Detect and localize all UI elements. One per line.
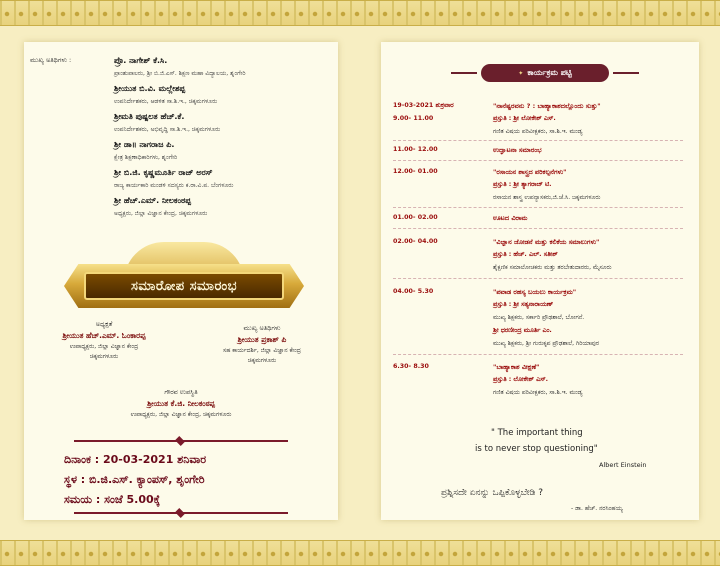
- session-time: 6.30- 8.30: [393, 363, 429, 370]
- program-header: [481, 64, 609, 82]
- session-presenter: ಪ್ರಸ್ತುತಿ : ಶ್ರೀ ತ್ಯಾಗರಾಜ್ ಟಿ.: [493, 181, 552, 188]
- date-line: ದಿನಾಂಕ : 20-03-2021 ಶನಿವಾರ: [64, 453, 207, 466]
- session-presenter: ಪ್ರಸ್ತುತಿ : ಶ್ರೀ ಸತ್ಯನಾರಾಯಣ್: [493, 301, 554, 308]
- top-divider: [64, 438, 298, 444]
- row-separator: [393, 207, 683, 208]
- left-panel: [24, 42, 338, 520]
- session-time: 9.00- 11.00: [393, 115, 434, 122]
- guest-name: ಶ್ರೀ ಬಿ.ಜಿ. ಕೃಷ್ಣಮೂರ್ತಿ ರಾಜ್ ಅರಸ್: [114, 168, 213, 177]
- program-header-text: ಕಾರ್ಯಕ್ರಮ ಪಟ್ಟಿ: [527, 68, 572, 77]
- guest-name: ಶ್ರೀಯುತ ಬಿ.ವಿ. ಮಲ್ಲೇಶಪ್ಪ: [114, 84, 186, 93]
- president-name: ಶ್ರೀಯುತ ಹೆಚ್.ಎಮ್. ಓಂಕಾರಪ್ಪ: [62, 331, 146, 340]
- chief-guest-desc: ಸಹ ಕಾರ್ಯದರ್ಶಿ, ಜಿಲ್ಲಾ ವಿಜ್ಞಾನ ಕೇಂದ್ರ: [223, 347, 301, 354]
- row-separator: [393, 160, 683, 161]
- presenter-desc: ಮುಖ್ಯ ಶಿಕ್ಷಕರು, ಸರ್ಕಾರಿ ಪ್ರೌಢಶಾಲೆ, ಬೋಗನೆ.: [493, 314, 585, 321]
- kannada-quote-author: - ಡಾ. ಹೆಚ್. ನರಸಿಂಹಯ್ಯ: [571, 505, 623, 512]
- schedule-date: 19-03-2021 ಶುಕ್ರವಾರ: [393, 102, 454, 109]
- session-presenter: ಪ್ರಸ್ತುತಿ : ಶ್ರೀ ಲೋಕೇಶ್ ಎಸ್.: [493, 115, 556, 122]
- session-title: "ಪವಾಡ ರಹಸ್ಯ ಬಯಲು ಕಾರ್ಯಕ್ರಮ": [493, 288, 577, 296]
- president-title: ಅಧ್ಯಕ್ಷತೆ: [95, 320, 113, 328]
- quote-line-1: " The important thing: [491, 428, 583, 438]
- guest-name: ಶ್ರೀ ಡಾ॥ ನಾಗರಾಜ ಪಿ.: [114, 140, 175, 149]
- session-title: "ಬಾಹ್ಯಾಕಾಶ ವೀಕ್ಷಣೆ": [493, 363, 540, 371]
- guest-desc: ಪ್ರಾಂಶುಪಾಲರು, ಶ್ರೀ ಬಿ.ಜಿ.ಎಸ್. ಶಿಕ್ಷಣ ಮಹಾ ವಿದ್ಯಾಲಯ, ಶೃಂಗೇರಿ: [114, 70, 246, 77]
- chief-guest-desc-city: ಚಿಕ್ಕಮಗಳೂರು: [247, 357, 277, 365]
- guest-name: ಶ್ರೀಮತಿ ಪುಷ್ಪಲತ ಹೆಚ್.ಕೆ.: [114, 112, 185, 121]
- chief-guest-name: ಶ್ರೀಯುತ ಪ್ರಕಾಶ್ ಪಿ: [237, 335, 287, 344]
- honor-desc: ಉಪಾಧ್ಯಕ್ಷರು, ಜಿಲ್ಲಾ ವಿಜ್ಞಾನ ಕೇಂದ್ರ, ಚಿಕ್ಕಮಗಳೂರು: [130, 411, 232, 418]
- guest-name: ಪ್ರೊ. ನಾಗೇಶ್ ಕೆ.ಸಿ.: [114, 56, 168, 65]
- honor-name: ಶ್ರೀಯುತ ಕೆ.ಜಿ. ನೀಲಕಂಠಪ್ಪ: [147, 399, 215, 408]
- session-title: ಊಟದ ವಿರಾಮ: [493, 214, 528, 222]
- presenter-desc-2: ಮುಖ್ಯ ಶಿಕ್ಷಕರು, ಶ್ರೀ ಗುರುಕೃಪ ಪ್ರೌಢಶಾಲೆ, ಗಿರಿಯಾಪುರ: [493, 340, 599, 347]
- presenter-desc: ಗಣಿತ ವಿಷಯ ಪರಿವೀಕ್ಷಕರು, ಸಾ.ಶಿ.ಇ. ಮಂಡ್ಯ: [493, 128, 583, 135]
- guest-desc: ರಾಜ್ಯ ಕಾರ್ಯಕಾರಿ ಮಂಡಳಿ ಸದಸ್ಯರು ಕ.ರಾ.ವಿ.ಪ. ಬೆಂಗಳೂರು: [114, 182, 234, 189]
- session-time: 11.00- 12.00: [393, 146, 438, 153]
- kannada-quote: ಪ್ರಶ್ನಿಸದೇ ಏನನ್ನು ಒಪ್ಪಿಕೊಳ್ಳಬೇಡಿ ?: [441, 488, 543, 498]
- guest-desc: ಕ್ಷೇತ್ರ ಶಿಕ್ಷಣಾಧಿಕಾರಿಗಳು, ಶೃಂಗೇರಿ: [114, 154, 178, 161]
- row-separator: [393, 278, 683, 279]
- bottom-border: [0, 540, 720, 566]
- honor-title: ಗೌರವ ಉಪಸ್ಥಿತಿ: [164, 388, 198, 396]
- right-panel: [381, 42, 699, 520]
- row-separator: [393, 140, 683, 141]
- star-icon: ✦: [518, 69, 524, 77]
- presenter-desc: ರಸಾಯನ ಶಾಸ್ತ್ರ ಉಪನ್ಯಾಸಕರು,ಜಿ.ಜೆ.ಸಿ. ಜಕ್ಕಮಗಳೂರು: [493, 194, 601, 201]
- session-title: ಉದ್ಘಾಟನಾ ಸಮಾರಂಭ: [493, 146, 542, 154]
- banner-plate: [84, 272, 284, 300]
- session-title: "ರಸಾಯನ ಶಾಸ್ತ್ರದ ಪರಿಕಲ್ಪನೆಗಳು": [493, 168, 567, 176]
- session-time: 01.00- 02.00: [393, 214, 438, 221]
- quote-line-2: is to never stop questioning": [475, 444, 598, 454]
- banner-title: ಸಮಾರೋಪ ಸಮಾರಂಭ: [130, 278, 238, 294]
- session-presenter-2: ಶ್ರೀ ಧರಣೀಂದ್ರ ಮೂರ್ತಿ ಎಂ.: [493, 327, 552, 334]
- president-desc: ಉಪಾಧ್ಯಕ್ಷರು, ಜಿಲ್ಲಾ ವಿಜ್ಞಾನ ಕೇಂದ್ರ: [69, 343, 139, 350]
- session-title: "ವಿಜ್ಞಾನ ಜೋಡನೆ ಮತ್ತು ಕಲಿಕೆಯ ಸಮಾಲುಗಳು": [493, 238, 600, 246]
- row-separator: [393, 228, 683, 229]
- session-title: "ನಾನೆಷ್ಟರವನು ? : ಬಾಹ್ಯಾಕಾಶದಲ್ಲೊಂದು ಸುತ್ತು": [493, 102, 601, 110]
- row-separator: [393, 354, 683, 355]
- guest-desc: ಉಪನಿರ್ದೇಶಕರು, ಆಡಳಿತ ಸಾ.ಶಿ.ಇ., ಚಿಕ್ಕಮಗಳೂರು: [114, 98, 218, 105]
- place-line: ಸ್ಥಳ : ಬಿ.ಜಿ.ಎಸ್. ಕ್ಯಾಂಪಸ್, ಶೃಂಗೇರಿ: [64, 473, 205, 486]
- president-block: [34, 320, 174, 361]
- session-time: 12.00- 01.00: [393, 168, 438, 175]
- bottom-divider: [64, 510, 298, 516]
- session-time: 02.00- 04.00: [393, 238, 438, 245]
- chief-guest-title: ಮುಖ್ಯ ಅತಿಥಿಗಳು: [243, 324, 281, 332]
- presenter-desc: ಶೈಕ್ಷಣಿಕ ಸಮಾಲೋಚಕರು ಮತ್ತು ತರಬೇತುದಾರರು, ಮೈಸೂರು: [493, 264, 612, 271]
- guest-name: ಶ್ರೀ ಹೆಚ್.ಎಮ್. ನೀಲಕಂಠಪ್ಪ: [114, 196, 191, 205]
- session-presenter: ಪ್ರಸ್ತುತಿ : ಲೋಕೇಶ್ ಎಸ್.: [493, 376, 548, 383]
- session-time: 04.00- 5.30: [393, 288, 434, 295]
- president-desc-city: ಚಿಕ್ಕಮಗಳೂರು: [89, 353, 119, 361]
- presenter-desc: ಗಣಿತ ವಿಷಯ ಪರಿವೀಕ್ಷಕರು, ಸಾ.ಶಿ.ಇ. ಮಂಡ್ಯ: [493, 389, 583, 396]
- session-presenter: ಪ್ರಸ್ತುತಿ : ಹೆಚ್. ಎಲ್. ಸತೀಶ್: [493, 251, 558, 258]
- ceremony-banner: [64, 242, 304, 332]
- chief-guest-block: [192, 324, 332, 365]
- top-border: [0, 0, 720, 26]
- guest-desc: ಅಧ್ಯಕ್ಷರು, ಜಿಲ್ಲಾ ವಿಜ್ಞಾನ ಕೇಂದ್ರ, ಚಿಕ್ಕಮಗಳೂರು: [114, 210, 208, 217]
- guest-desc: ಉಪನಿರ್ದೇಶಕರು, ಅಭಿವೃದ್ಧಿ ಸಾ.ಶಿ.ಇ., ಚಿಕ್ಕಮಗಳೂರು: [114, 126, 221, 133]
- time-line: ಸಮಯ : ಸಂಜೆ 5.00ಕ್ಕೆ: [64, 493, 161, 506]
- quote-author: Albert Einstein: [599, 461, 647, 469]
- honor-block: [74, 388, 288, 419]
- guests-label: ಮುಖ್ಯ ಅತಿಥಿಗಳು :: [30, 56, 72, 64]
